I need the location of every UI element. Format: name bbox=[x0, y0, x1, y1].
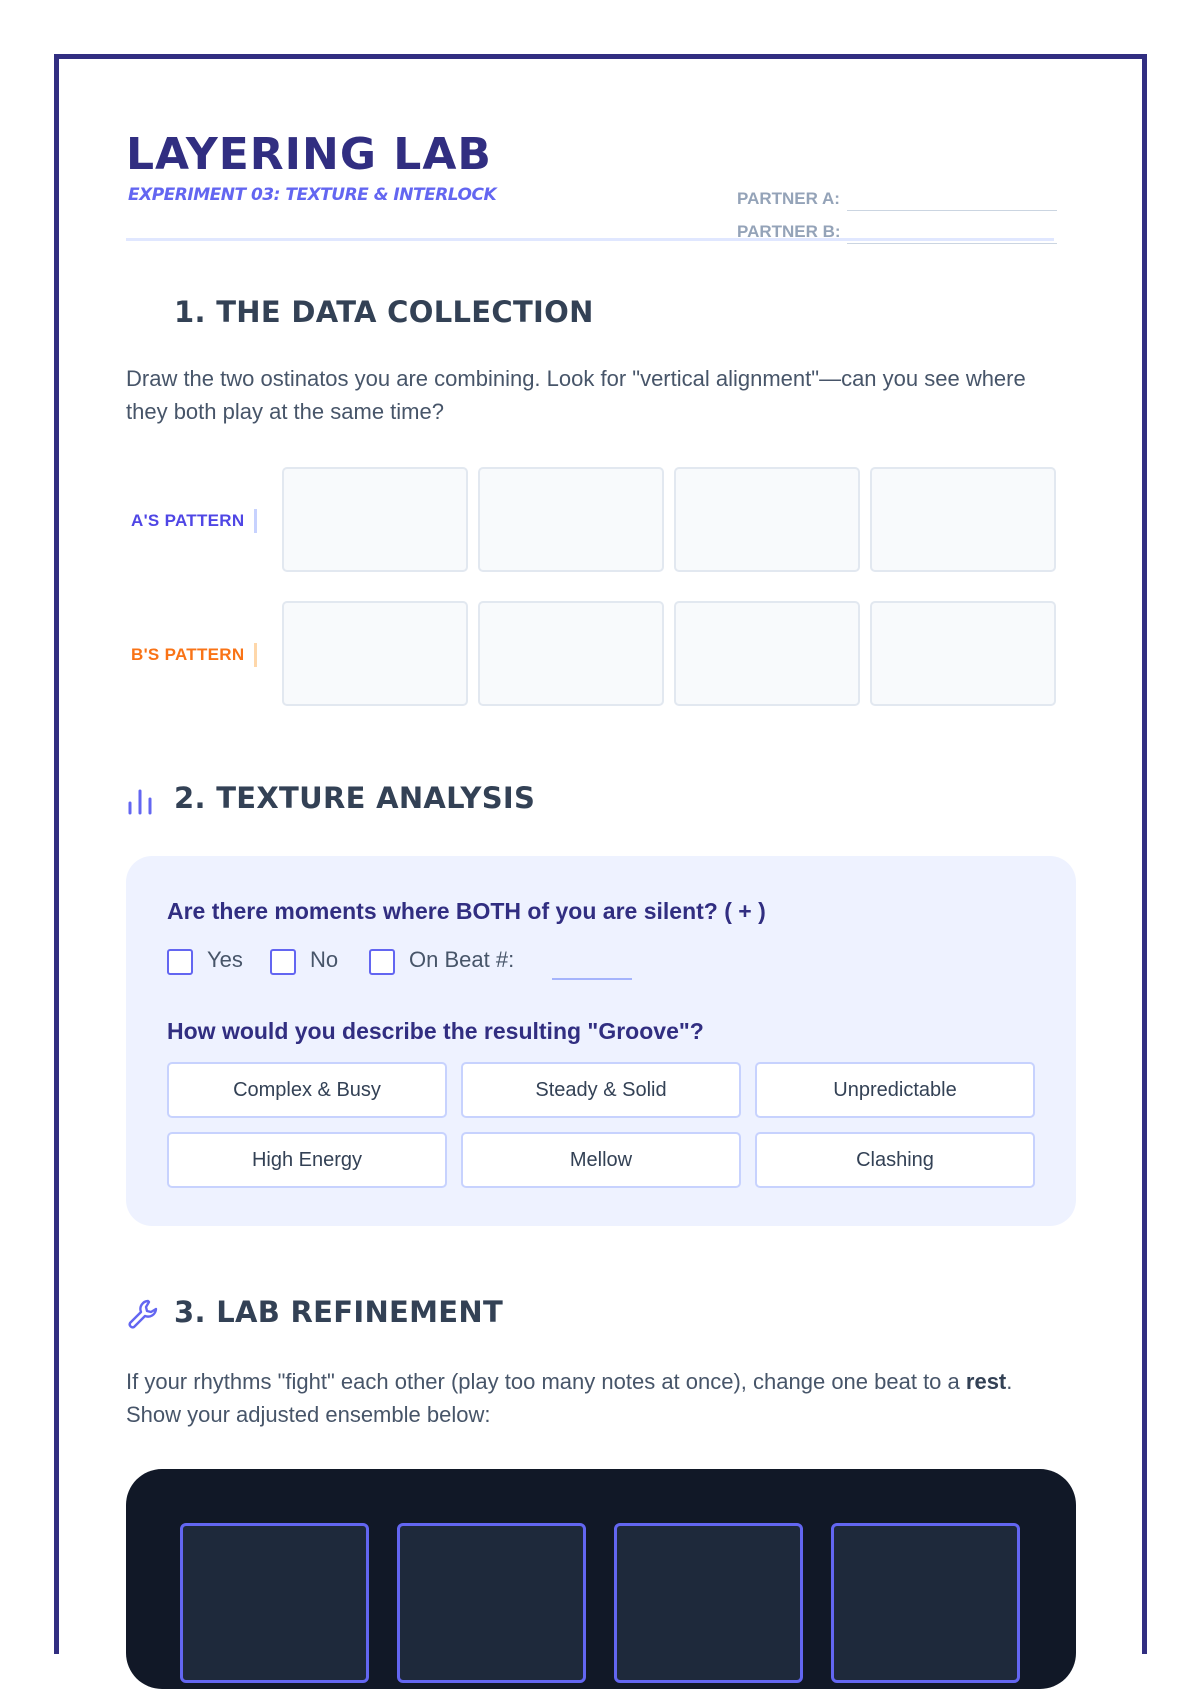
section-texture-analysis-heading bbox=[126, 781, 1026, 821]
section-lab-refinement-instructions bbox=[126, 1365, 1061, 1431]
row-label-b bbox=[131, 645, 244, 665]
row-label-a-text: A'S PATTERN bbox=[131, 511, 245, 530]
page-title: LAYERING LAB bbox=[126, 129, 492, 180]
groove-option-complex-busy[interactable]: Complex & Busy bbox=[167, 1062, 447, 1118]
pattern-a-cell-2[interactable] bbox=[478, 467, 664, 572]
beat-number-field[interactable] bbox=[552, 978, 632, 980]
checkbox-box[interactable] bbox=[167, 949, 193, 975]
groove-option-clashing[interactable]: Clashing bbox=[755, 1132, 1035, 1188]
pattern-b-cell-1[interactable] bbox=[282, 601, 468, 706]
silence-question: Are there moments where BOTH of you are silent? ( + ) bbox=[167, 898, 766, 924]
bar-chart-icon bbox=[126, 783, 160, 817]
pattern-b-cell-3[interactable] bbox=[674, 601, 860, 706]
partner-b-label: PARTNER B: bbox=[737, 222, 841, 241]
checkbox-box[interactable] bbox=[270, 949, 296, 975]
checkbox-no[interactable] bbox=[270, 947, 360, 975]
row-label-b-text: B'S PATTERN bbox=[131, 645, 245, 664]
checkbox-label: Yes bbox=[207, 947, 243, 972]
section-title: 2. TEXTURE ANALYSIS bbox=[174, 781, 536, 815]
partner-b-field[interactable] bbox=[847, 243, 1057, 244]
texture-analysis-panel bbox=[126, 856, 1076, 1226]
section-lab-refinement-heading bbox=[126, 1295, 1026, 1335]
section-title: 1. THE DATA COLLECTION bbox=[174, 295, 594, 329]
groove-option-unpredictable[interactable]: Unpredictable bbox=[755, 1062, 1035, 1118]
row-marker-a bbox=[254, 509, 257, 533]
pattern-a-cell-4[interactable] bbox=[870, 467, 1056, 572]
partner-a-label: PARTNER A: bbox=[737, 189, 840, 208]
wrench-icon bbox=[126, 1297, 160, 1331]
section-data-collection-instructions: Draw the two ostinatos you are combining. Look for "vertical alignment"—can you see where they both play at the same time? bbox=[126, 366, 1026, 424]
header bbox=[126, 125, 1054, 241]
groove-option-high-energy[interactable]: High Energy bbox=[167, 1132, 447, 1188]
ensemble-cell-3[interactable] bbox=[614, 1523, 803, 1683]
pattern-b-cell-2[interactable] bbox=[478, 601, 664, 706]
checkbox-box[interactable] bbox=[369, 949, 395, 975]
groove-option-steady-solid[interactable]: Steady & Solid bbox=[461, 1062, 741, 1118]
checkbox-label: No bbox=[310, 947, 339, 972]
checkbox-yes[interactable] bbox=[167, 947, 257, 975]
instructions-emphasis: rest bbox=[965, 1369, 1007, 1394]
section-title: 3. LAB REFINEMENT bbox=[174, 1295, 504, 1329]
row-marker-b bbox=[254, 643, 257, 667]
groove-question: How would you describe the resulting "Groove"? bbox=[167, 1018, 704, 1044]
ensemble-cell-2[interactable] bbox=[397, 1523, 586, 1683]
ensemble-cell-4[interactable] bbox=[831, 1523, 1020, 1683]
instructions-text: . Show your adjusted ensemble below: bbox=[126, 1369, 1013, 1427]
partner-a-field[interactable] bbox=[847, 210, 1057, 211]
row-label-a bbox=[131, 511, 244, 531]
adjusted-ensemble-panel bbox=[126, 1469, 1076, 1689]
groove-option-mellow[interactable]: Mellow bbox=[461, 1132, 741, 1188]
pattern-a-cell-1[interactable] bbox=[282, 467, 468, 572]
page-subtitle: EXPERIMENT 03: TEXTURE & INTERLOCK bbox=[128, 185, 497, 205]
section-data-collection-heading bbox=[126, 295, 1026, 335]
worksheet bbox=[54, 54, 1147, 1654]
instructions-text: If your rhythms "fight" each other (play too many notes at once), change one beat to a bbox=[126, 1369, 966, 1394]
checkbox-on-beat[interactable] bbox=[369, 947, 539, 975]
pattern-b-cell-4[interactable] bbox=[870, 601, 1056, 706]
pattern-a-cell-3[interactable] bbox=[674, 467, 860, 572]
ensemble-cell-1[interactable] bbox=[180, 1523, 369, 1683]
checkbox-label: On Beat #: bbox=[409, 947, 515, 972]
